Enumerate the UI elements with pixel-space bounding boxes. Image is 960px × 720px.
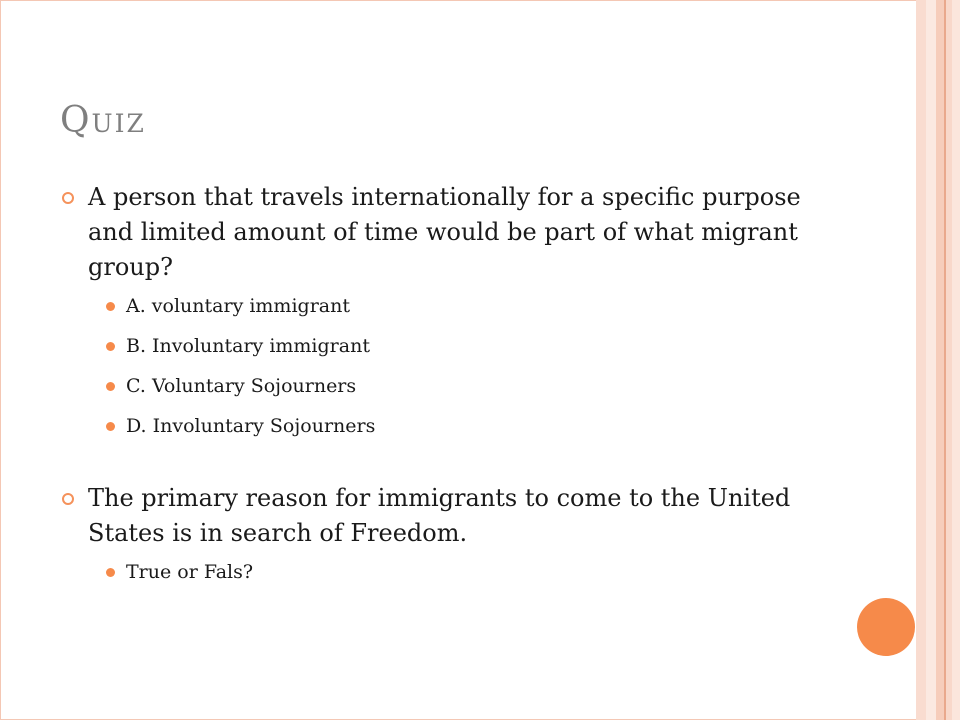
side-band <box>916 0 926 720</box>
option-b-text: B. Involuntary immigrant <box>126 335 370 357</box>
slide-title: Quiz <box>60 100 146 141</box>
ring-bullet-icon <box>62 192 74 204</box>
question-2 <box>62 481 802 583</box>
option-c <box>62 375 802 397</box>
ring-bullet-icon <box>62 493 74 505</box>
option-d-text: D. Involuntary Sojourners <box>126 415 376 437</box>
slide-content <box>62 180 802 601</box>
question-2-bullet <box>62 481 802 551</box>
option-a <box>62 295 802 317</box>
decorative-side-bands <box>916 0 960 720</box>
dot-bullet-icon <box>106 568 115 577</box>
question-2-options <box>62 561 802 583</box>
question-1-bullet <box>62 180 802 285</box>
option-a-text: A. voluntary immigrant <box>126 295 350 317</box>
decorative-circle <box>857 598 915 656</box>
side-band <box>936 0 944 720</box>
side-band <box>952 0 960 720</box>
question-2-text: The primary reason for immigrants to come to the United States is in search of Freedom. <box>88 484 791 547</box>
option-true-false <box>62 561 802 583</box>
option-b <box>62 335 802 357</box>
option-d <box>62 415 802 437</box>
option-c-text: C. Voluntary Sojourners <box>126 375 357 397</box>
dot-bullet-icon <box>106 342 115 351</box>
dot-bullet-icon <box>106 422 115 431</box>
side-band <box>926 0 936 720</box>
question-1 <box>62 180 802 437</box>
option-true-false-text: True or Fals? <box>126 561 254 583</box>
question-1-options <box>62 295 802 437</box>
question-1-text: A person that travels internationally for a specific purpose and limited amount of time would be part of what migrant group? <box>88 183 801 281</box>
dot-bullet-icon <box>106 382 115 391</box>
dot-bullet-icon <box>106 302 115 311</box>
